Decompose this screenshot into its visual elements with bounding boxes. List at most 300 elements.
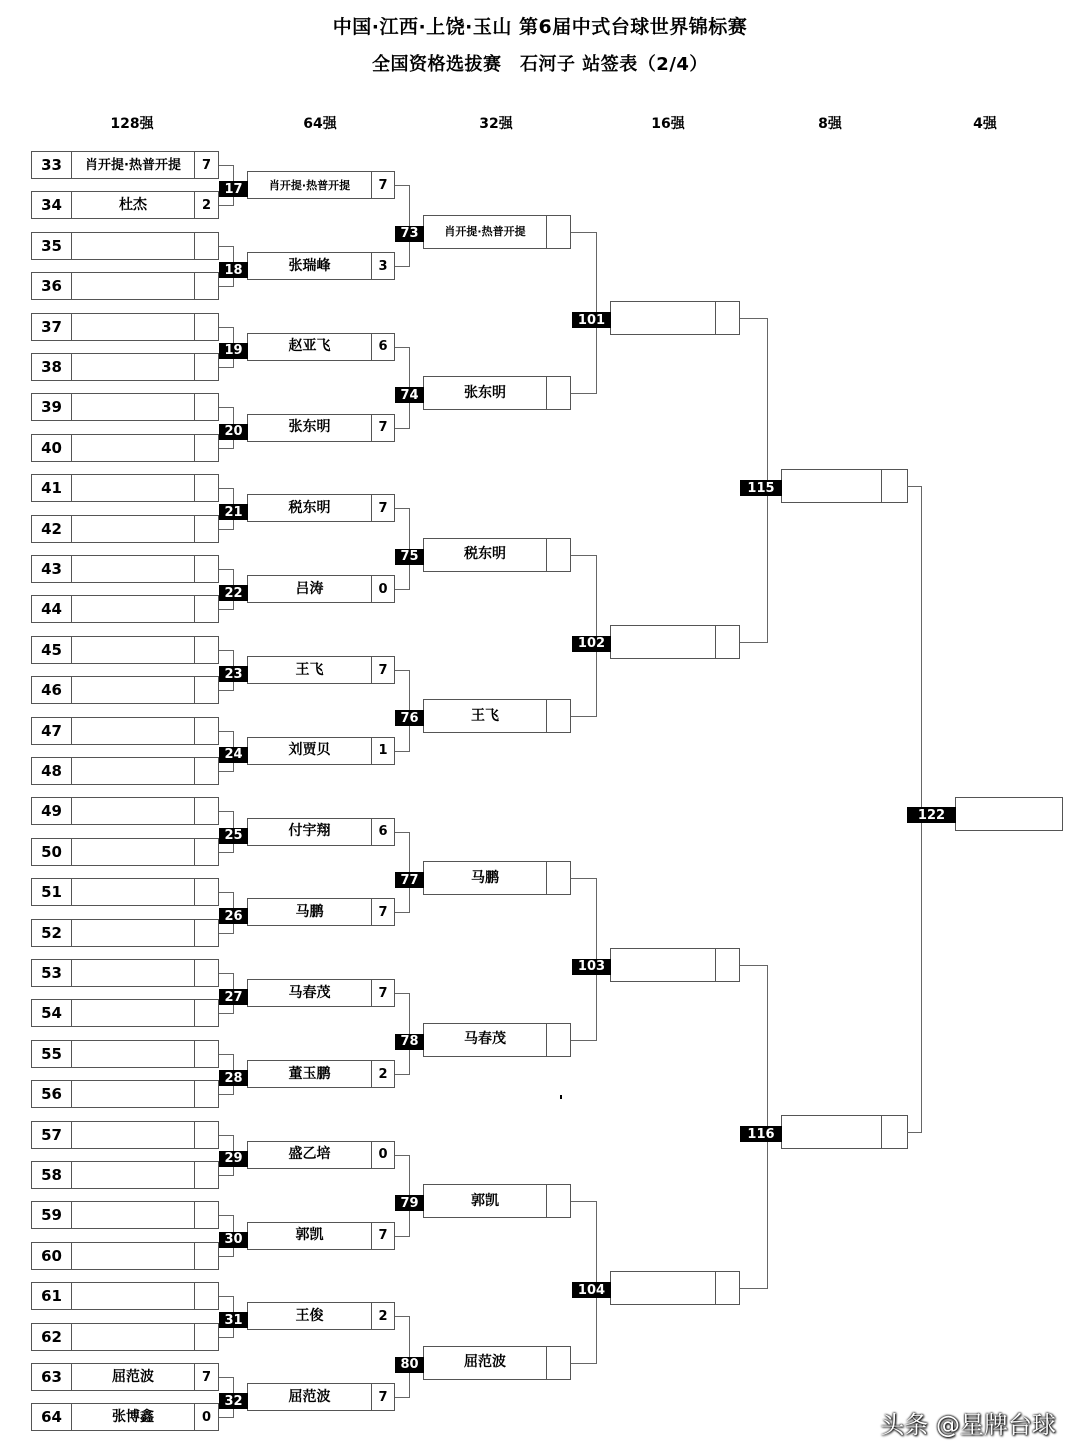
- page-subtitle: 全国资格选拔赛 石河子 站签表（2/4）: [372, 54, 708, 75]
- player-name: 屈范波: [288, 1388, 331, 1405]
- player-name: 肖开提·热普开提: [85, 157, 181, 173]
- player-slot[interactable]: [247, 1383, 395, 1411]
- match-number: 23: [219, 666, 248, 682]
- bracket-line: [395, 751, 410, 752]
- page-title: 中国·江西·上饶·玉山 第6届中式台球世界锦标赛: [332, 16, 748, 38]
- bracket-line: [395, 589, 410, 590]
- player-score: 7: [194, 152, 218, 178]
- bracket-line: [219, 327, 234, 328]
- bracket-line: [219, 690, 234, 691]
- player-slot[interactable]: [610, 625, 740, 659]
- player-slot[interactable]: [31, 272, 219, 300]
- player-name: 刘贾贝: [288, 742, 331, 759]
- player-slot[interactable]: [31, 797, 219, 825]
- bracket-line: [219, 367, 234, 368]
- player-name: [72, 314, 194, 340]
- player-name: [72, 1000, 194, 1026]
- player-slot[interactable]: [31, 919, 219, 947]
- bracket-line: [219, 933, 234, 934]
- match-number: 104: [572, 1282, 611, 1298]
- player-score: [546, 539, 570, 571]
- bracket-line: [395, 185, 410, 186]
- player-name: 张瑞峰: [288, 257, 331, 274]
- player-name: 王飞: [471, 707, 499, 724]
- player-score: [881, 1116, 907, 1148]
- player-score: [194, 273, 218, 299]
- bracket-line: [219, 1337, 234, 1338]
- bracket-line: [219, 407, 234, 408]
- seed-number: 40: [32, 435, 72, 461]
- bracket-line: [740, 642, 768, 643]
- player-score: [194, 556, 218, 582]
- player-score: [194, 920, 218, 946]
- player-slot[interactable]: [247, 818, 395, 846]
- seed-number: 42: [32, 516, 72, 542]
- bracket-line: [219, 1094, 234, 1095]
- player-slot[interactable]: [610, 948, 740, 982]
- round-header: 32强: [479, 116, 513, 132]
- seed-number: 60: [32, 1243, 72, 1269]
- bracket-line: [395, 266, 410, 267]
- match-number: 29: [219, 1151, 248, 1167]
- player-slot[interactable]: [247, 979, 395, 1007]
- seed-number: 48: [32, 758, 72, 784]
- seed-number: 38: [32, 354, 72, 380]
- player-name: [72, 596, 194, 622]
- player-score: 2: [371, 1061, 394, 1087]
- player-slot[interactable]: [247, 171, 395, 199]
- match-number: 19: [219, 343, 248, 359]
- player-slot[interactable]: [31, 878, 219, 906]
- player-score: 2: [371, 1303, 394, 1329]
- player-name: 马春茂: [464, 1031, 506, 1048]
- player-slot[interactable]: [247, 252, 395, 280]
- player-score: [881, 470, 907, 502]
- seed-number: 63: [32, 1364, 72, 1390]
- match-number: 28: [219, 1070, 248, 1086]
- bracket-line: [571, 1040, 597, 1041]
- seed-number: 37: [32, 314, 72, 340]
- player-name: [72, 516, 194, 542]
- player-name: [72, 273, 194, 299]
- player-slot[interactable]: [247, 333, 395, 361]
- player-name: 赵亚飞: [288, 338, 331, 355]
- player-slot[interactable]: [247, 494, 395, 522]
- player-score: [194, 435, 218, 461]
- seed-number: 36: [32, 273, 72, 299]
- watermark: 头条 @星牌台球: [880, 1411, 1056, 1439]
- player-slot[interactable]: [423, 1184, 571, 1218]
- player-slot[interactable]: [247, 737, 395, 765]
- seed-number: 39: [32, 394, 72, 420]
- bracket-line: [571, 1201, 597, 1202]
- player-name: 肖开提·热普开提: [444, 225, 526, 239]
- bracket-line: [219, 165, 234, 166]
- seed-number: 46: [32, 677, 72, 703]
- bracket-line: [219, 1377, 234, 1378]
- player-name: 董玉鹏: [288, 1065, 331, 1082]
- bracket-line: [219, 286, 234, 287]
- seed-number: 59: [32, 1202, 72, 1228]
- bracket-line: [395, 993, 410, 994]
- player-slot[interactable]: [31, 151, 219, 179]
- player-name: [72, 1202, 194, 1228]
- player-score: [715, 949, 739, 981]
- bracket-line: [219, 811, 234, 812]
- player-slot[interactable]: [247, 656, 395, 684]
- seed-number: 56: [32, 1081, 72, 1107]
- bracket-line: [395, 1074, 410, 1075]
- player-slot[interactable]: [31, 434, 219, 462]
- player-score: [715, 1272, 739, 1304]
- player-slot[interactable]: [423, 1023, 571, 1057]
- seed-number: 35: [32, 233, 72, 259]
- player-name: [72, 354, 194, 380]
- round-header: 128强: [110, 116, 154, 132]
- bracket-line: [395, 1316, 410, 1317]
- bracket-line: [219, 1013, 234, 1014]
- bracket-line: [219, 529, 234, 530]
- player-name: 肖开提·热普开提: [268, 178, 351, 192]
- player-score: [194, 1041, 218, 1067]
- match-number: 24: [219, 747, 248, 763]
- player-name: [72, 475, 194, 501]
- player-name: [72, 435, 194, 461]
- match-number: 115: [740, 480, 782, 496]
- player-slot[interactable]: [31, 676, 219, 704]
- player-name: [611, 302, 715, 334]
- player-score: 7: [371, 415, 394, 441]
- player-slot[interactable]: [31, 959, 219, 987]
- round-header: 64强: [303, 116, 337, 132]
- bracket-line: [219, 246, 234, 247]
- player-name: [782, 1116, 881, 1148]
- player-score: 0: [194, 1404, 218, 1430]
- player-slot[interactable]: [31, 1201, 219, 1229]
- player-slot[interactable]: [31, 474, 219, 502]
- player-slot[interactable]: [31, 313, 219, 341]
- round-header: 8强: [818, 116, 842, 132]
- player-score: [194, 314, 218, 340]
- player-name: [72, 798, 194, 824]
- bracket-line: [571, 232, 597, 233]
- bracket-line: [395, 347, 410, 348]
- bracket-line: [219, 569, 234, 570]
- player-name: [611, 1272, 715, 1304]
- player-slot[interactable]: [247, 575, 395, 603]
- match-number: 78: [395, 1034, 424, 1050]
- bracket-line: [219, 1256, 234, 1257]
- player-name: 杜杰: [119, 196, 147, 213]
- seed-number: 51: [32, 879, 72, 905]
- player-slot[interactable]: [31, 515, 219, 543]
- player-name: 税东明: [464, 546, 506, 563]
- player-score: [194, 879, 218, 905]
- player-score: 7: [371, 657, 394, 683]
- player-score: 7: [371, 495, 394, 521]
- player-name: 郭凯: [295, 1227, 324, 1244]
- player-name: [72, 1324, 194, 1350]
- player-slot[interactable]: [423, 1346, 571, 1380]
- player-slot[interactable]: [31, 1282, 219, 1310]
- player-name: 屈范波: [112, 1368, 154, 1385]
- player-name: [72, 677, 194, 703]
- player-score: 0: [371, 576, 394, 602]
- match-number: 25: [219, 828, 248, 844]
- player-name: [72, 1243, 194, 1269]
- player-slot[interactable]: [31, 1403, 219, 1431]
- player-score: [194, 677, 218, 703]
- bracket-line: [740, 318, 768, 319]
- bracket-line: [219, 448, 234, 449]
- player-score: 1: [371, 738, 394, 764]
- bracket-line: [395, 508, 410, 509]
- player-name: 付宇翔: [288, 823, 331, 840]
- player-slot[interactable]: [247, 414, 395, 442]
- match-number: 103: [572, 959, 611, 975]
- player-slot[interactable]: [31, 393, 219, 421]
- player-name: 吕涛: [295, 580, 324, 597]
- player-score: [194, 1324, 218, 1350]
- bracket-line: [219, 1175, 234, 1176]
- player-name: [72, 718, 194, 744]
- seed-number: 64: [32, 1404, 72, 1430]
- player-score: [194, 1202, 218, 1228]
- player-name: 税东明: [288, 499, 331, 516]
- match-number: 102: [572, 636, 611, 652]
- match-number: 77: [395, 872, 424, 888]
- match-number: 26: [219, 908, 248, 924]
- player-score: [194, 1000, 218, 1026]
- bracket-line: [219, 731, 234, 732]
- player-slot[interactable]: [31, 717, 219, 745]
- seed-number: 53: [32, 960, 72, 986]
- player-name: 马春茂: [288, 984, 331, 1001]
- seed-number: 34: [32, 192, 72, 218]
- bracket-line: [395, 670, 410, 671]
- bracket-line: [219, 1296, 234, 1297]
- player-score: 6: [371, 819, 394, 845]
- player-slot[interactable]: [31, 353, 219, 381]
- bracket-line: [219, 852, 234, 853]
- player-slot[interactable]: [31, 555, 219, 583]
- bracket-line: [907, 486, 922, 487]
- player-score: 7: [194, 1364, 218, 1390]
- player-score: [194, 596, 218, 622]
- seed-number: 47: [32, 718, 72, 744]
- player-slot[interactable]: [31, 1161, 219, 1189]
- match-number: 75: [395, 549, 424, 565]
- bracket-line: [219, 1215, 234, 1216]
- match-number: 18: [219, 262, 248, 278]
- player-score: [194, 718, 218, 744]
- bracket-line: [219, 488, 234, 489]
- player-slot[interactable]: [31, 999, 219, 1027]
- bracket-line: [395, 428, 410, 429]
- match-number: 76: [395, 710, 424, 726]
- player-name: [611, 626, 715, 658]
- player-slot[interactable]: [781, 1115, 908, 1149]
- player-score: 7: [371, 1384, 394, 1410]
- player-score: 2: [194, 192, 218, 218]
- player-slot[interactable]: [423, 699, 571, 733]
- bracket-line: [219, 1135, 234, 1136]
- player-name: [72, 1162, 194, 1188]
- player-name: 郭凯: [471, 1192, 499, 1209]
- bracket-line: [219, 1417, 234, 1418]
- player-score: [715, 302, 739, 334]
- player-slot[interactable]: [31, 1040, 219, 1068]
- player-slot[interactable]: [31, 838, 219, 866]
- player-slot[interactable]: [610, 301, 740, 335]
- player-slot[interactable]: [31, 636, 219, 664]
- player-name: [956, 798, 1062, 830]
- seed-number: 61: [32, 1283, 72, 1309]
- player-score: 7: [371, 899, 394, 925]
- player-slot[interactable]: [423, 215, 571, 249]
- player-name: 屈范波: [464, 1354, 506, 1371]
- player-score: 7: [371, 1223, 394, 1249]
- player-name: [72, 920, 194, 946]
- bracket-line: [395, 1397, 410, 1398]
- seed-number: 45: [32, 637, 72, 663]
- player-score: [546, 1185, 570, 1217]
- player-slot[interactable]: [247, 1302, 395, 1330]
- match-number: 21: [219, 504, 248, 520]
- player-name: 马鹏: [471, 869, 499, 886]
- player-name: 张博鑫: [112, 1408, 154, 1425]
- seed-number: 50: [32, 839, 72, 865]
- player-slot[interactable]: [31, 1323, 219, 1351]
- seed-number: 33: [32, 152, 72, 178]
- player-score: [194, 1243, 218, 1269]
- player-slot[interactable]: [423, 538, 571, 572]
- match-number: 122: [907, 807, 956, 823]
- seed-number: 41: [32, 475, 72, 501]
- player-slot[interactable]: [31, 1363, 219, 1391]
- player-score: 0: [371, 1142, 394, 1168]
- player-slot[interactable]: [610, 1271, 740, 1305]
- player-score: [194, 1122, 218, 1148]
- player-slot[interactable]: [423, 376, 571, 410]
- match-number: 22: [219, 585, 248, 601]
- player-slot[interactable]: [247, 1060, 395, 1088]
- player-slot[interactable]: [247, 1222, 395, 1250]
- match-number: 17: [219, 181, 248, 197]
- match-number: 73: [395, 226, 424, 242]
- match-number: 32: [219, 1393, 248, 1409]
- player-score: [546, 700, 570, 732]
- bracket-line: [395, 1155, 410, 1156]
- player-name: [72, 758, 194, 784]
- seed-number: 43: [32, 556, 72, 582]
- player-name: [782, 470, 881, 502]
- seed-number: 54: [32, 1000, 72, 1026]
- player-name: 王飞: [295, 661, 324, 678]
- player-name: 张东明: [288, 419, 331, 436]
- player-score: [546, 1347, 570, 1379]
- player-score: [194, 1283, 218, 1309]
- seed-number: 57: [32, 1122, 72, 1148]
- player-score: [194, 1081, 218, 1107]
- player-name: [72, 1283, 194, 1309]
- player-name: 马鹏: [295, 903, 324, 920]
- player-slot[interactable]: [31, 1080, 219, 1108]
- match-number: 74: [395, 387, 424, 403]
- bracket-line: [740, 1288, 768, 1289]
- match-number: 30: [219, 1232, 248, 1248]
- round-header: 4强: [973, 116, 997, 132]
- player-slot[interactable]: [31, 191, 219, 219]
- match-number: 116: [740, 1126, 782, 1142]
- bracket-line: [740, 965, 768, 966]
- player-slot[interactable]: [31, 1242, 219, 1270]
- seed-number: 55: [32, 1041, 72, 1067]
- player-score: [194, 1162, 218, 1188]
- player-name: [611, 949, 715, 981]
- player-score: [194, 758, 218, 784]
- player-name: [72, 556, 194, 582]
- bracket-line: [219, 609, 234, 610]
- bracket-line: [571, 878, 597, 879]
- bracket-line: [395, 832, 410, 833]
- player-name: [72, 233, 194, 259]
- player-slot[interactable]: [423, 861, 571, 895]
- player-score: [546, 1024, 570, 1056]
- player-score: [194, 798, 218, 824]
- match-number: 20: [219, 424, 248, 440]
- round-header: 16强: [651, 116, 685, 132]
- player-score: 6: [371, 334, 394, 360]
- player-slot[interactable]: [31, 232, 219, 260]
- seed-number: 58: [32, 1162, 72, 1188]
- match-number: 27: [219, 989, 248, 1005]
- player-name: [72, 394, 194, 420]
- stray-mark: [560, 1095, 562, 1099]
- match-number: 80: [395, 1357, 424, 1373]
- player-slot[interactable]: [31, 595, 219, 623]
- seed-number: 44: [32, 596, 72, 622]
- player-slot[interactable]: [31, 1121, 219, 1149]
- player-score: [194, 394, 218, 420]
- player-score: 3: [371, 253, 394, 279]
- player-name: 盛乙培: [288, 1146, 331, 1163]
- player-name: [72, 1081, 194, 1107]
- player-slot[interactable]: [247, 1141, 395, 1169]
- player-name: [72, 1041, 194, 1067]
- player-score: [194, 839, 218, 865]
- player-score: [546, 862, 570, 894]
- match-number: 101: [572, 312, 611, 328]
- player-score: 7: [371, 980, 394, 1006]
- bracket-line: [395, 1236, 410, 1237]
- bracket-line: [219, 892, 234, 893]
- player-slot[interactable]: [247, 898, 395, 926]
- player-slot[interactable]: [31, 757, 219, 785]
- seed-number: 49: [32, 798, 72, 824]
- bracket-line: [571, 555, 597, 556]
- player-slot[interactable]: [781, 469, 908, 503]
- player-slot[interactable]: [955, 797, 1063, 831]
- player-name: [72, 839, 194, 865]
- match-number: 79: [395, 1195, 424, 1211]
- bracket-line: [571, 716, 597, 717]
- bracket-line: [907, 1132, 922, 1133]
- player-score: [546, 216, 570, 248]
- bracket-line: [395, 912, 410, 913]
- bracket-line: [219, 650, 234, 651]
- player-score: [194, 637, 218, 663]
